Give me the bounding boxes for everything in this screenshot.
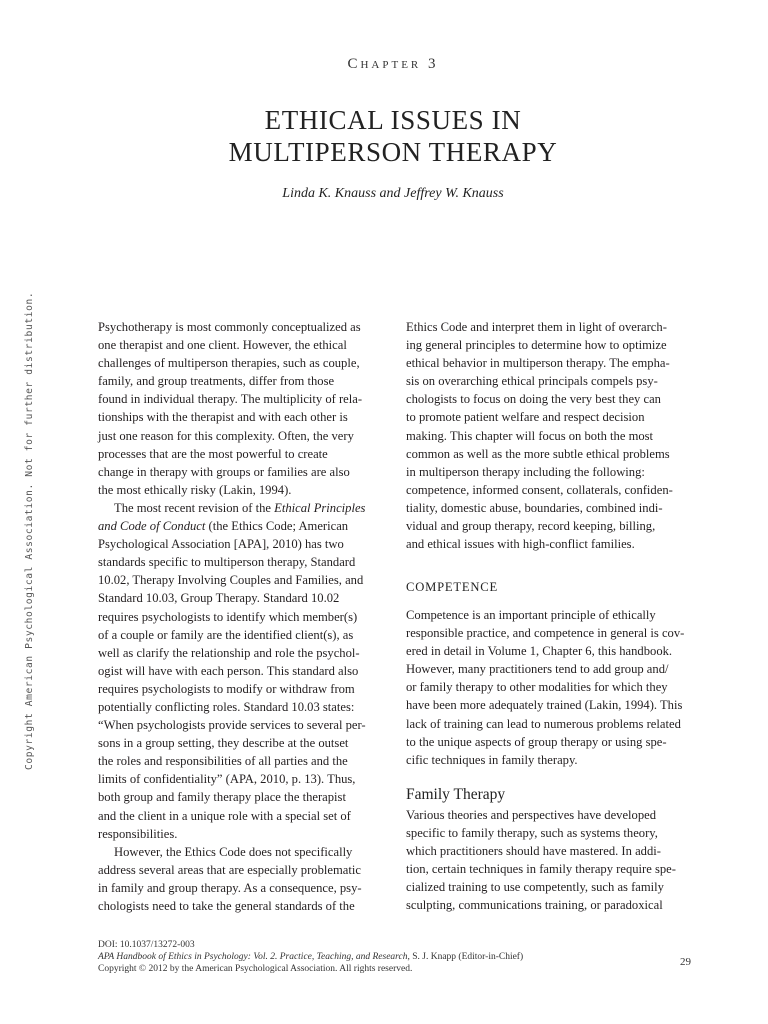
- book-title: APA Handbook of Ethics in Psychology: Vol. 2. Practice, Teaching, and Research: [98, 952, 408, 962]
- ethics-code-text-a: The most recent revision of the: [114, 500, 275, 515]
- right-column-intro: [406, 318, 692, 553]
- copyright-line: Copyright © 2012 by the American Psychological Association. All rights reserved.: [98, 964, 413, 974]
- chapter-title: [0, 104, 768, 168]
- page-number: 29: [680, 956, 691, 968]
- intro-paragraph: Psychotherapy is most commonly conceptualized as one therapist and one client. However, the ethical challenges of multiperson therapies, such as couple, family, and group treatments, differ from those found in individual therapy. The multiplicity of rela- tionships with the therapist and with each other is just one reason for this complexity. Often, the very processes that are the most powerful to create change in therapy with groups or families are also the most ethically risky (Lakin, 1994).: [98, 320, 363, 497]
- chapter-label: Chapter 3: [347, 56, 439, 72]
- subsection-heading-family-therapy: Family Therapy: [406, 786, 506, 803]
- ethics-code-paragraph: [98, 499, 384, 843]
- family-therapy-section: [406, 806, 692, 915]
- overarching-principles-paragraph: Ethics Code and interpret them in light of overarch- ing general principles to determine how to optimize ethical behavior in multiperson therapy. The empha- sis on overarching ethical principals compels psy- chologists to focus on doing the very best they can to promote patient welfare and respect decision making. This chapter will focus on both the most common as well as the more subtle ethical problems in multiperson therapy including the following: competence, informed consent, collaterals, confiden- tiality, domestic abuse, boundaries, combined indi- vidual and group therapy, record keeping, billing, and ethical issues with high-conflict families.: [406, 320, 673, 552]
- book-citation-line: [98, 951, 698, 963]
- competence-paragraph: Competence is an important principle of ethically responsible practice, and competence in general is cov- ered in detail in Volume 1, Chapter 6, this handbook. However, many practitioners tend to add group and/ or family therapy to other modalities for which they have been more adequately trained (Lakin, 1994). This lack of training can lead to numerous problems related to the unique aspects of group therapy or using spe- cific techniques in family therapy.: [406, 608, 685, 767]
- page-footer: [98, 939, 698, 975]
- chapter-title-line-2: MULTIPERSON THERAPY: [228, 137, 558, 167]
- book-editor: , S. J. Knapp (Editor-in-Chief): [407, 952, 524, 962]
- doi-line: DOI: 10.1037/13272-003: [98, 940, 195, 950]
- ethics-code-title: Ethical Principles and Code of Conduct: [98, 500, 366, 534]
- chapter-title-line-1: ETHICAL ISSUES IN: [264, 105, 522, 135]
- author-byline: Linda K. Knauss and Jeffrey W. Knauss: [282, 186, 504, 201]
- ethics-code-text-b: (the Ethics Code; American Psychological Association [APA], 2010) has two standards specific to multiperson therapy, Standard 10.02, Therapy Involving Couples and Families, and Standard 10.03, Group Therapy. Standard 10.02 requires psychologists to identify which member(s) of a couple or family are the identified client(s), as well as clarify the relationship and role the psychol- ogist will have with each person. This standard also requires psychologists to modify or withdraw from potentially conflicting roles. Standard 10.03 states: “When psychologists provide services to several per- sons in a group setting, they describe at the outset the roles and responsibilities of all parties and the limits of confidentiality” (APA, 2010, p. 13). Thus, both group and family therapy place the therapist and the client in a unique role with a special set of responsibilities.: [98, 519, 366, 841]
- left-column: [98, 318, 384, 915]
- family-therapy-paragraph: Various theories and perspectives have developed specific to family therapy, such as systems theory, which practitioners should have mastered. In addi- tion, certain techniques in family therapy require spe- cialized training to use competently, such as family sculpting, communications training, or paradoxical: [406, 808, 676, 913]
- section-heading-competence: COMPETENCE: [406, 580, 498, 594]
- competence-section: [406, 606, 692, 769]
- side-copyright-notice: Copyright American Psychological Association. Not for further distribution.: [24, 291, 35, 770]
- general-standards-paragraph: However, the Ethics Code does not specifically address several areas that are especially problematic in family and group therapy. As a consequence, psy- chologists need to take the general standards of the: [98, 844, 362, 913]
